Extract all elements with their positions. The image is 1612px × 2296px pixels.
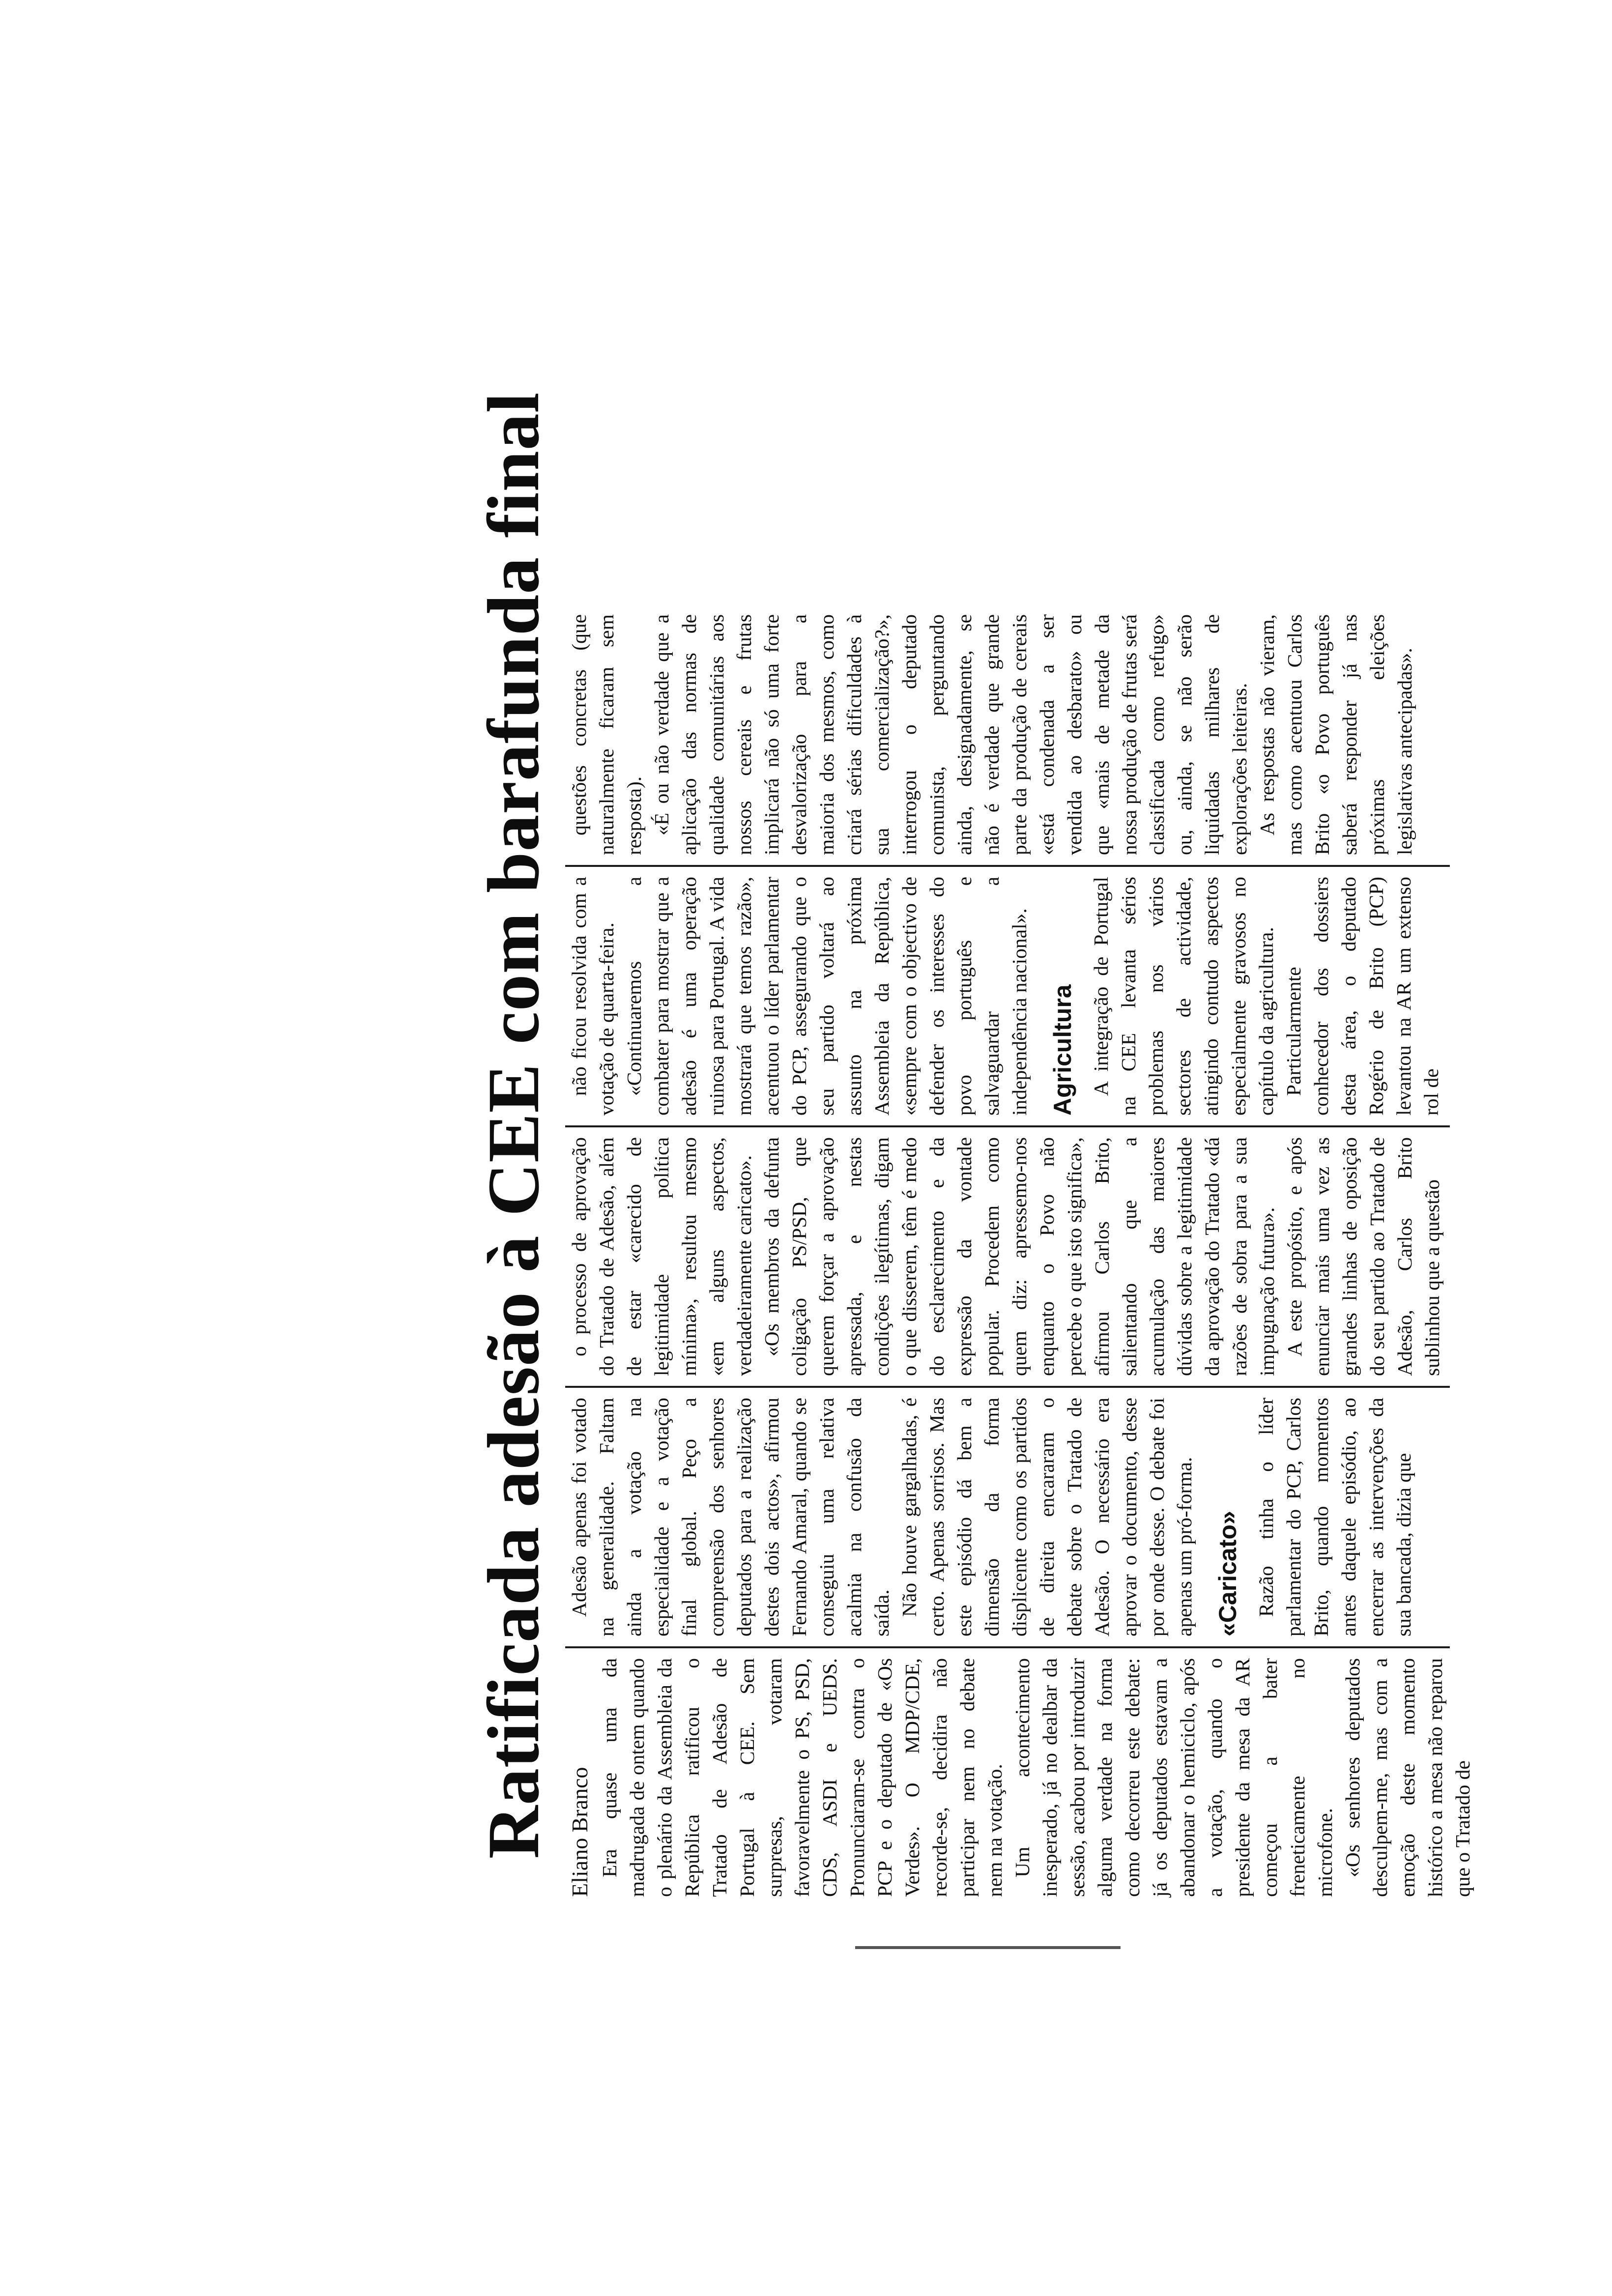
article-column-3 xyxy=(565,1125,1450,1386)
article-paragraph: o processo de aprovação do Tratado de Adesão, além de estar «carecido de legitimidade política mínima», resultou mesmo «em alguns aspectos, verdadeiramente caricato». xyxy=(568,1137,755,1376)
article-paragraph: Um acontecimento inesperado, já no dealbar da sessão, acabou por introduzir alguma verdade na forma como decorreu este debate: já os deputados estavam a abandonar o hemiciclo, após a votação, quando o presidente da mesa da AR começou a bater freneticamente no microfone. xyxy=(1011,1658,1336,1897)
article-paragraph: não ficou resolvida com a votação de quarta-feira. xyxy=(568,877,618,1116)
article-paragraph: «Os membros da defunta coligação PS/PSD, que querem forçar a aprovação apressada, e nestas condições ilegítimas, digam o que disserem, têm é medo do esclarecimento e da expressão da vontade popular. Procedem como quem diz: apressemo-nos enquanto o Povo não percebe o que isto significa», afirmou Carlos Brito, salientando que a acumulação das maiores dúvidas sobre a legitimidade da aprovação do Tratado «dá razões de sobra para a sua impugnação futura». xyxy=(760,1137,1278,1376)
article-paragraph: A este propósito, e após enunciar mais uma vez as grandes linhas de oposição do seu partido ao Tratado de Adesão, Carlos Brito sublinhou que a questão xyxy=(1283,1137,1443,1376)
article-byline: Eliano Branco xyxy=(567,1767,592,1897)
article-column-2 xyxy=(565,1386,1450,1646)
article-column-4 xyxy=(565,865,1450,1125)
article-column-1 xyxy=(565,1646,1474,1907)
article-subhead-caricato: «Caricato» xyxy=(1214,1511,1241,1636)
article-paragraph: «É ou não verdade que a aplicação das normas de qualidade comunitárias aos nossos cereais e frutas implicará não só uma forte desvalorização para a maioria dos mesmos, como criará sérias dificuldades à sua comercialização?», interrogou o deputado comunista, perguntando ainda, designadamente, se não é verdade que grande parte da produção de cereais «está condenada a ser vendida ao desbarato» ou que «mais de metade da nossa produção de frutas será classificada como refugo» ou, ainda, se não serão liquidadas milhares de explorações leiteiras. xyxy=(650,614,1251,855)
article-paragraph: Era quase uma da madrugada de ontem quando o plenário da Assembleia da República ratificou o Tratado de Adesão de Portugal à CEE. Sem surpresas, votaram favoravelmente o PS, PSD, CDS, ASDI e UEDS. Pronunciaram-se contra o PCP e o deputado de «Os Verdes». O MDP/CDE, recorde-se, decidira não participar nem no debate nem na votação. xyxy=(598,1658,1006,1897)
article-paragraph: As respostas não vieram, mas como acentuou Carlos Brito «o Povo português saberá responder já nas próximas eleições legislativas antecipadas». xyxy=(1256,614,1416,855)
article-subhead-agricultura: Agricultura xyxy=(1049,984,1076,1116)
clipping-divider-line xyxy=(855,1946,1121,1949)
article-paragraph: Razão tinha o líder parlamentar do PCP, Carlos Brito, quando momentos antes daquele episódio, ao encerrar as intervenções da sua bancada, dizia que xyxy=(1255,1398,1415,1636)
article-paragraph: A integração de Portugal na CEE levanta sérios problemas nos vários sectores de actividade, atingindo contudo aspectos especialmente gravosos no capítulo da agricultura. xyxy=(1090,877,1277,1116)
article-headline: Ratificada adesão à CEE com barafunda final xyxy=(473,392,554,1859)
article-paragraph: Não houve gargalhadas, é certo. Apenas sorrisos. Mas este episódio dá bem a dimensão da forma displicente como os partidos de direita encararam o debate sobre o Tratado de Adesão. O necessário era aprovar o documento, desse por onde desse. O debate foi apenas um pró-forma. xyxy=(898,1398,1196,1636)
article-paragraph: «Os senhores deputados desculpem-me, mas com a emoção deste momento histórico a mesa não reparou que o Tratado de xyxy=(1341,1658,1474,1897)
article-columns xyxy=(565,344,1474,1907)
article-column-5 xyxy=(565,604,1450,865)
newspaper-article xyxy=(472,344,1474,1907)
article-paragraph: Adesão apenas foi votado na generalidade. Faltam ainda a votação na especialidade e a votação final global. Peço a compreensão dos senhores deputados para a realização destes dois actos», afirmou Fernando Amaral, quando se conseguiu uma relativa acalmia na confusão da saída. xyxy=(568,1398,893,1636)
article-paragraph: Particularmente conhecedor dos dossiers desta área, o deputado Rogério de Brito (PCP) levantou na AR um extenso rol de xyxy=(1282,877,1442,1116)
article-paragraph: questões concretas (que naturalmente ficaram sem resposta). xyxy=(568,614,645,855)
article-paragraph: «Continuaremos a combater para mostrar que a adesão é uma operação ruinosa para Portugal. A vida mostrará que temos razão», acentuou o líder parlamentar do PCP, assegurando que o seu partido voltará ao assunto na próxima Assembleia da República, «sempre com o objectivo de defender os interesses do povo português e salvaguardar a independência nacional». xyxy=(623,877,1031,1116)
